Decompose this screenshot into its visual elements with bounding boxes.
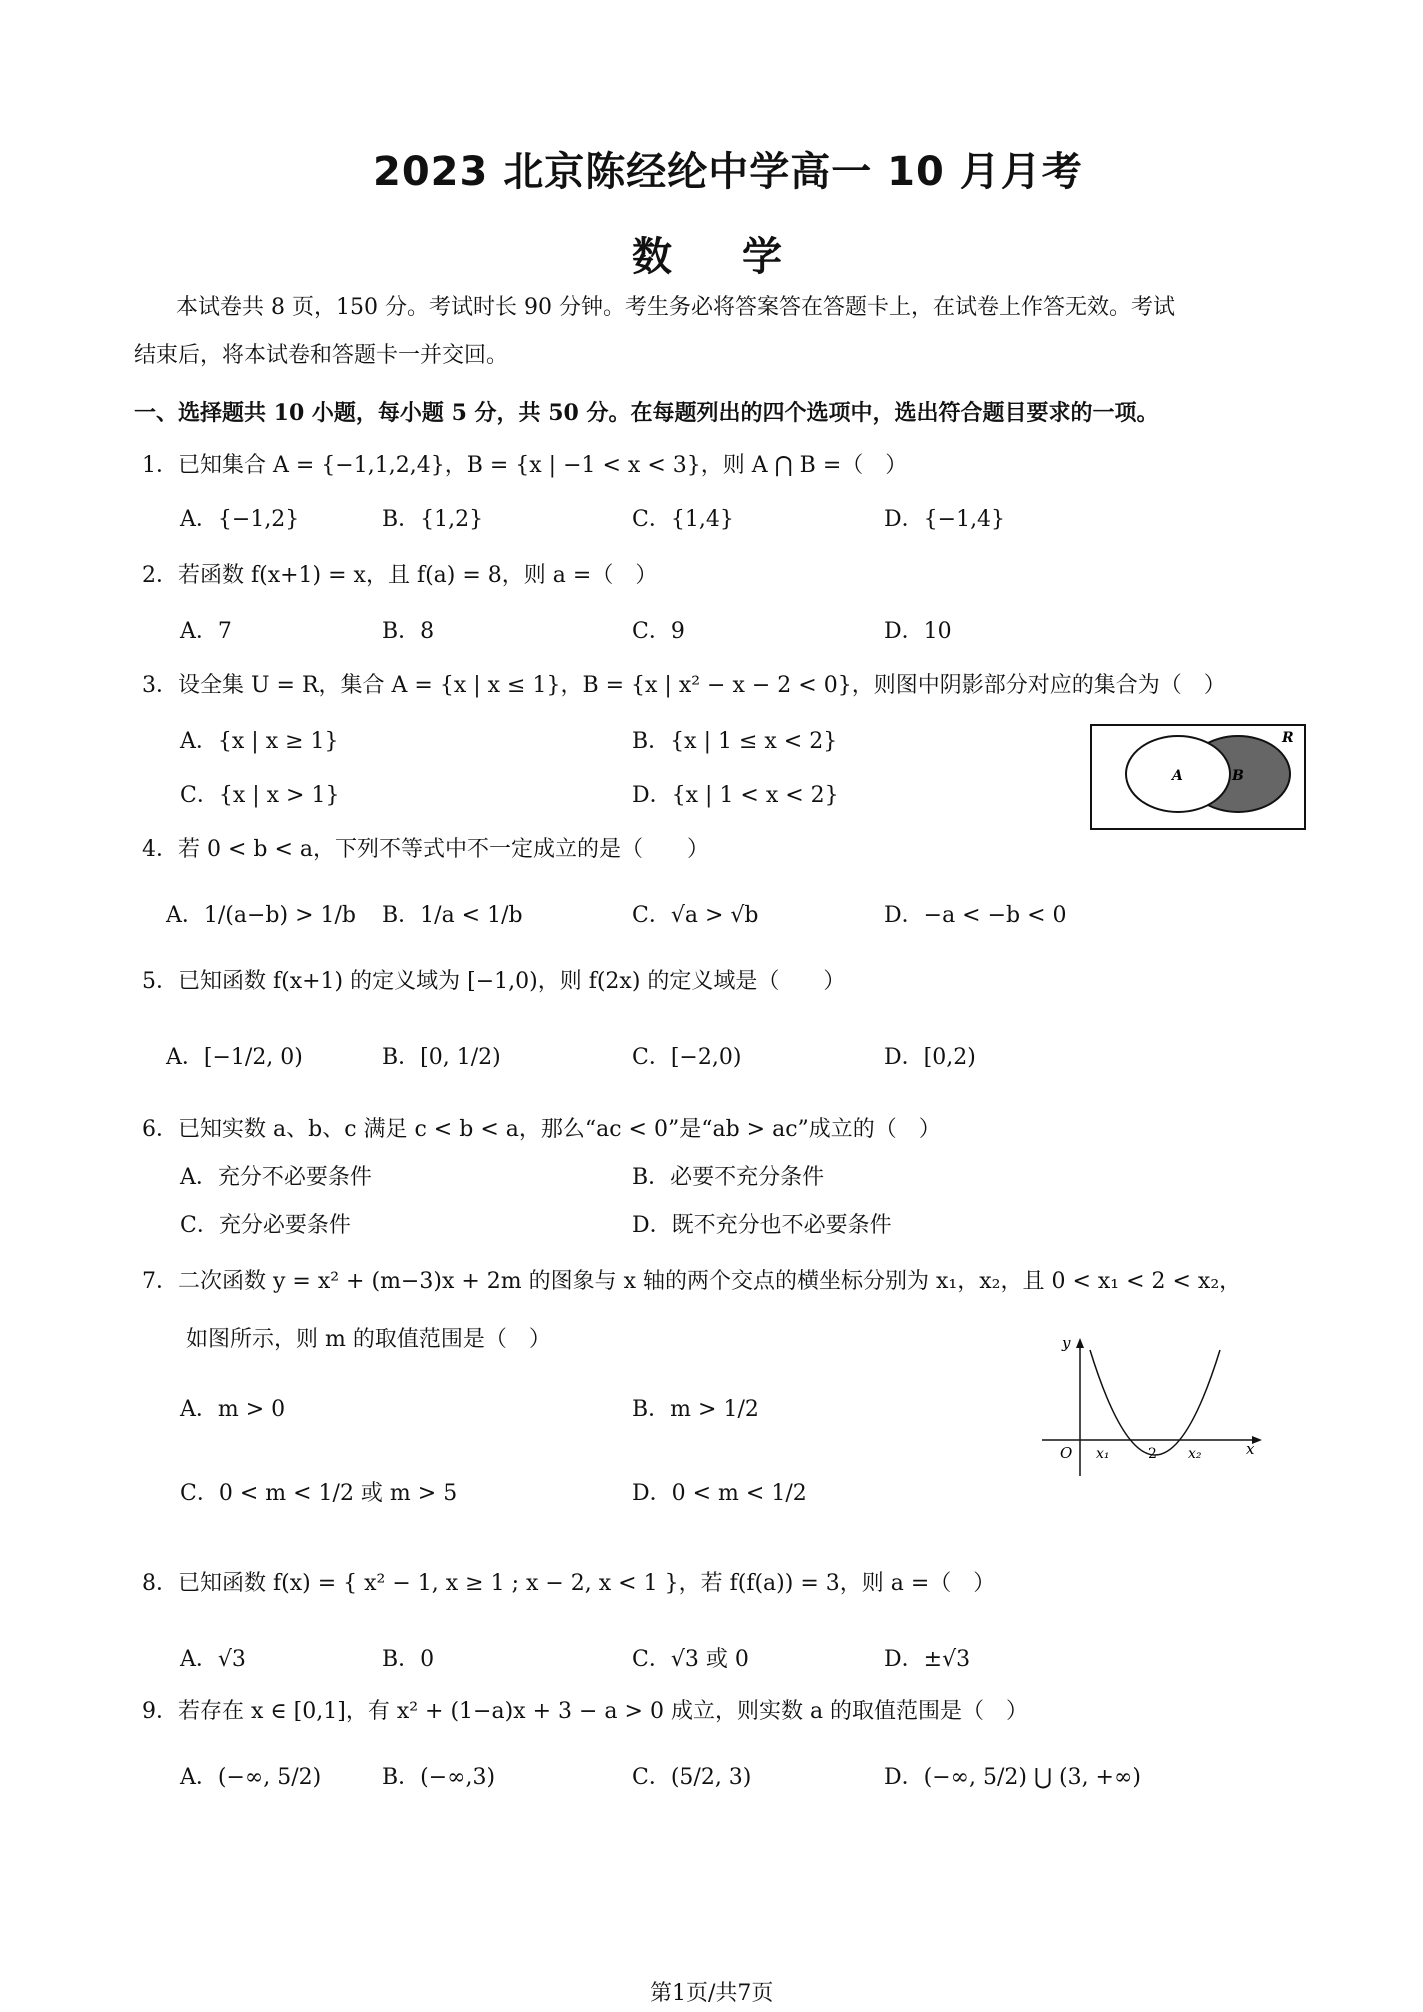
- q2-option-d: D．10: [884, 619, 952, 644]
- q5-option-b: B．[0, 1/2): [382, 1045, 501, 1070]
- y-axis-label: y: [1062, 1334, 1071, 1352]
- q8-option-b: B．0: [382, 1647, 435, 1672]
- q4-option-d: D．−a < −b < 0: [884, 903, 1067, 928]
- q9-option-d: D．(−∞, 5/2) ⋃ (3, +∞): [884, 1765, 1141, 1790]
- q4-option-a: A．1/(a−b) > 1/b: [166, 903, 357, 928]
- question-9-stem: 9．若存在 x ∈ [0,1]，有 x² + (1−a)x + 3 − a > 0 成立，则实数 a 的取值范围是（ ）: [142, 1699, 1029, 1724]
- set-r-label: R: [1282, 730, 1294, 746]
- question-7-stem: 7．二次函数 y = x² + (m−3)x + 2m 的图象与 x 轴的两个交点的横坐标分别为 x₁，x₂，且 0 < x₁ < 2 < x₂，: [142, 1269, 1242, 1294]
- set-a-label: A: [1172, 768, 1183, 784]
- origin-label: O: [1060, 1444, 1073, 1462]
- x-axis-label: x: [1246, 1440, 1255, 1458]
- parabola-graph: [1040, 1330, 1270, 1480]
- question-2-stem: 2．若函数 f(x+1) = x，且 f(a) = 8，则 a =（ ）: [142, 563, 658, 588]
- q6-option-b: B．必要不充分条件: [632, 1165, 825, 1190]
- q7-option-c: C．0 < m < 1/2 或 m > 5: [180, 1481, 458, 1506]
- x2-label: x₂: [1188, 1446, 1202, 1462]
- q3-option-a: A．{x | x ≥ 1}: [180, 729, 339, 754]
- q4-option-c: C．√a > √b: [632, 903, 759, 928]
- page-number: 第1页/共7页: [650, 1981, 774, 2006]
- q6-option-d: D．既不充分也不必要条件: [632, 1213, 892, 1238]
- y-axis-arrow: [1076, 1338, 1084, 1348]
- q1-option-c: C．{1,4}: [632, 507, 734, 532]
- q8-option-d: D．±√3: [884, 1647, 971, 1672]
- q2-option-c: C．9: [632, 619, 685, 644]
- q7-option-d: D．0 < m < 1/2: [632, 1481, 807, 1506]
- q2-option-a: A．7: [180, 619, 232, 644]
- subject-title: 数学: [632, 234, 852, 280]
- q5-option-d: D．[0,2): [884, 1045, 976, 1070]
- question-7-stem-2: 如图所示，则 m 的取值范围是（ ）: [186, 1327, 551, 1352]
- q9-option-a: A．(−∞, 5/2): [180, 1765, 322, 1790]
- q1-option-a: A．{−1,2}: [180, 507, 300, 532]
- tick-2-label: 2: [1148, 1446, 1157, 1462]
- question-8-stem: 8．已知函数 f(x) = { x² − 1, x ≥ 1 ; x − 2, x < 1 }，若 f(f(a)) = 3，则 a =（ ）: [142, 1571, 996, 1596]
- q5-option-a: A．[−1/2, 0): [166, 1045, 303, 1070]
- section-heading: 一、选择题共 10 小题，每小题 5 分，共 50 分。在每题列出的四个选项中，选出符合题目要求的一项。: [134, 400, 1159, 426]
- question-1-stem: 1．已知集合 A = {−1,1,2,4}，B = {x | −1 < x < 3}，则 A ⋂ B =（ ）: [142, 453, 908, 478]
- x1-label: x₁: [1096, 1446, 1110, 1462]
- question-4-stem: 4．若 0 < b < a，下列不等式中不一定成立的是（ ）: [142, 837, 710, 862]
- intro-line-2: 结束后，将本试卷和答题卡一并交回。: [134, 343, 509, 368]
- venn-diagram: [1090, 724, 1306, 830]
- question-5-stem: 5．已知函数 f(x+1) 的定义域为 [−1,0)，则 f(2x) 的定义域是（ ）: [142, 969, 846, 994]
- q1-option-b: B．{1,2}: [382, 507, 484, 532]
- q1-option-d: D．{−1,4}: [884, 507, 1006, 532]
- question-3-stem: 3．设全集 U = R，集合 A = {x | x ≤ 1}，B = {x | x² − x − 2 < 0}，则图中阴影部分对应的集合为（ ）: [142, 673, 1226, 698]
- q6-option-c: C．充分必要条件: [180, 1213, 351, 1238]
- q8-option-c: C．√3 或 0: [632, 1647, 749, 1672]
- q9-option-c: C．(5/2, 3): [632, 1765, 752, 1790]
- question-6-stem: 6．已知实数 a、b、c 满足 c < b < a，那么“ac < 0”是“ab > ac”成立的（ ）: [142, 1117, 941, 1142]
- q2-option-b: B．8: [382, 619, 435, 644]
- set-b-label: B: [1232, 768, 1244, 784]
- q7-option-b: B．m > 1/2: [632, 1397, 759, 1422]
- q3-option-c: C．{x | x > 1}: [180, 783, 340, 808]
- q3-option-d: D．{x | 1 < x < 2}: [632, 783, 839, 808]
- q7-option-a: A．m > 0: [180, 1397, 286, 1422]
- q9-option-b: B．(−∞,3): [382, 1765, 496, 1790]
- page-title: 2023 北京陈经纶中学高一 10 月月考: [373, 149, 1083, 195]
- intro-line-1: 本试卷共 8 页，150 分。考试时长 90 分钟。考生务必将答案答在答题卡上，在试卷上作答无效。考试: [176, 295, 1175, 320]
- q5-option-c: C．[−2,0): [632, 1045, 742, 1070]
- q6-option-a: A．充分不必要条件: [180, 1165, 372, 1190]
- q4-option-b: B．1/a < 1/b: [382, 903, 523, 928]
- q3-option-b: B．{x | 1 ≤ x < 2}: [632, 729, 838, 754]
- q8-option-a: A．√3: [180, 1647, 246, 1672]
